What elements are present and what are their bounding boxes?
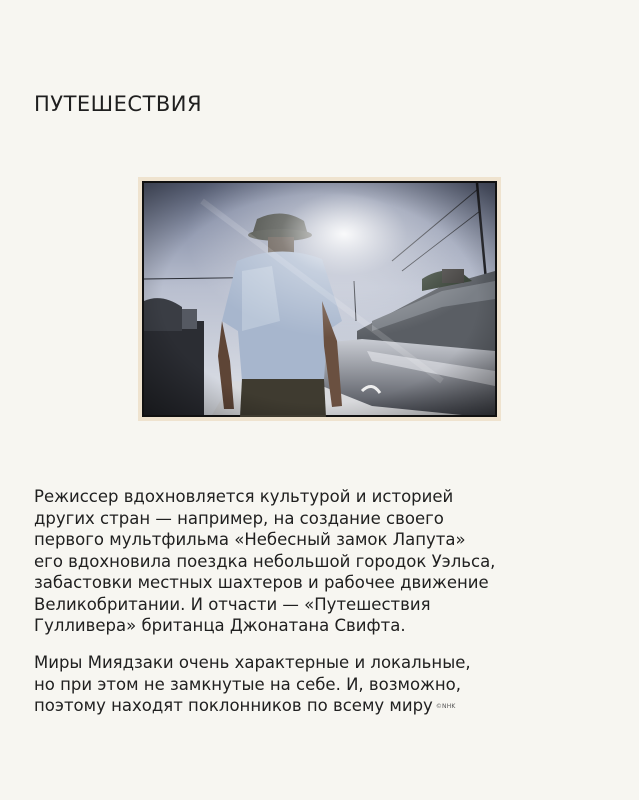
text-line (34, 695, 514, 717)
photo-credit: ©NHK (435, 702, 456, 710)
text-line: первого мультфильма «Небесный замок Лапута» (34, 530, 466, 549)
text-line-content: поэтому находят поклонников по всему миру (34, 696, 433, 715)
text-line: других стран — например, на создание своего (34, 508, 444, 528)
text-line: Миры Миядзаки очень характерные и локальные, (34, 653, 471, 672)
text-line: Великобритании. И отчасти — «Путешествия (34, 594, 431, 614)
paragraph-worlds (34, 652, 514, 717)
travel-photo (142, 181, 497, 417)
text-line: Режиссер вдохновляется культурой и историей (34, 487, 454, 506)
paragraph-inspiration (34, 486, 514, 637)
text-line: его вдохновила поездка небольшой городок Уэльса, (34, 551, 496, 571)
photo-frame (138, 177, 501, 421)
text-line: Гулливера» британца Джонатана Свифта. (34, 616, 406, 635)
text-line: забастовки местных шахтеров и рабочее движение (34, 573, 489, 592)
text-line: но при этом не замкнутые на себе. И, возможно, (34, 674, 462, 694)
section-heading: ПУТЕШЕСТВИЯ (34, 92, 203, 116)
